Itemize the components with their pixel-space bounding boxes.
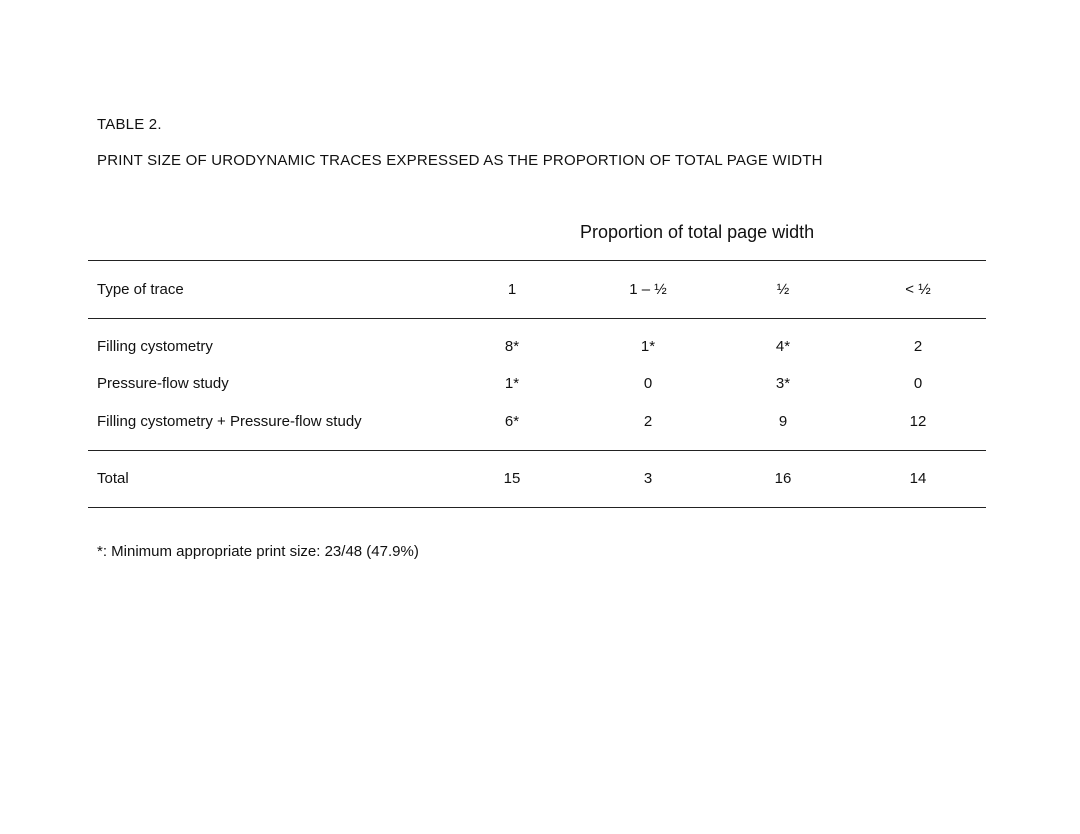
row-value: 1* — [504, 375, 520, 392]
header-rule — [88, 318, 986, 319]
total-value: 15 — [503, 470, 521, 487]
row-value: 9 — [778, 413, 788, 430]
header-col-1-half: 1 – ½ — [629, 281, 667, 298]
total-label: Total — [97, 470, 129, 487]
row-value: 2 — [913, 338, 923, 355]
row-label: Pressure-flow study — [97, 375, 229, 392]
total-value: 3 — [643, 470, 653, 487]
column-group-header: Proportion of total page width — [580, 222, 815, 242]
header-col-half: ½ — [776, 281, 790, 298]
top-rule — [88, 260, 986, 261]
total-value: 16 — [774, 470, 792, 487]
row-value: 6* — [504, 413, 520, 430]
row-value: 0 — [643, 375, 653, 392]
table-row — [0, 375, 1080, 399]
row-value: 0 — [913, 375, 923, 392]
header-row — [0, 281, 1080, 305]
row-label: Filling cystometry — [97, 338, 213, 355]
row-value: 12 — [909, 413, 927, 430]
table-row — [0, 413, 1080, 437]
table-label: TABLE 2. — [97, 116, 162, 133]
header-type-of-trace: Type of trace — [97, 281, 184, 298]
row-label: Filling cystometry + Pressure-flow study — [97, 413, 362, 430]
row-value: 8* — [504, 338, 520, 355]
table-row — [0, 338, 1080, 362]
row-value: 1* — [640, 338, 656, 355]
row-value: 3* — [775, 375, 791, 392]
header-col-less-half: < ½ — [905, 281, 931, 298]
total-row — [0, 470, 1080, 494]
table-footnote: *: Minimum appropriate print size: 23/48 (47.9%) — [97, 543, 419, 560]
bottom-rule — [88, 507, 986, 508]
row-value: 2 — [643, 413, 653, 430]
header-col-1: 1 — [507, 281, 517, 298]
total-rule — [88, 450, 986, 451]
row-value: 4* — [775, 338, 791, 355]
total-value: 14 — [909, 470, 927, 487]
table-caption: PRINT SIZE OF URODYNAMIC TRACES EXPRESSED AS THE PROPORTION OF TOTAL PAGE WIDTH — [97, 152, 823, 169]
